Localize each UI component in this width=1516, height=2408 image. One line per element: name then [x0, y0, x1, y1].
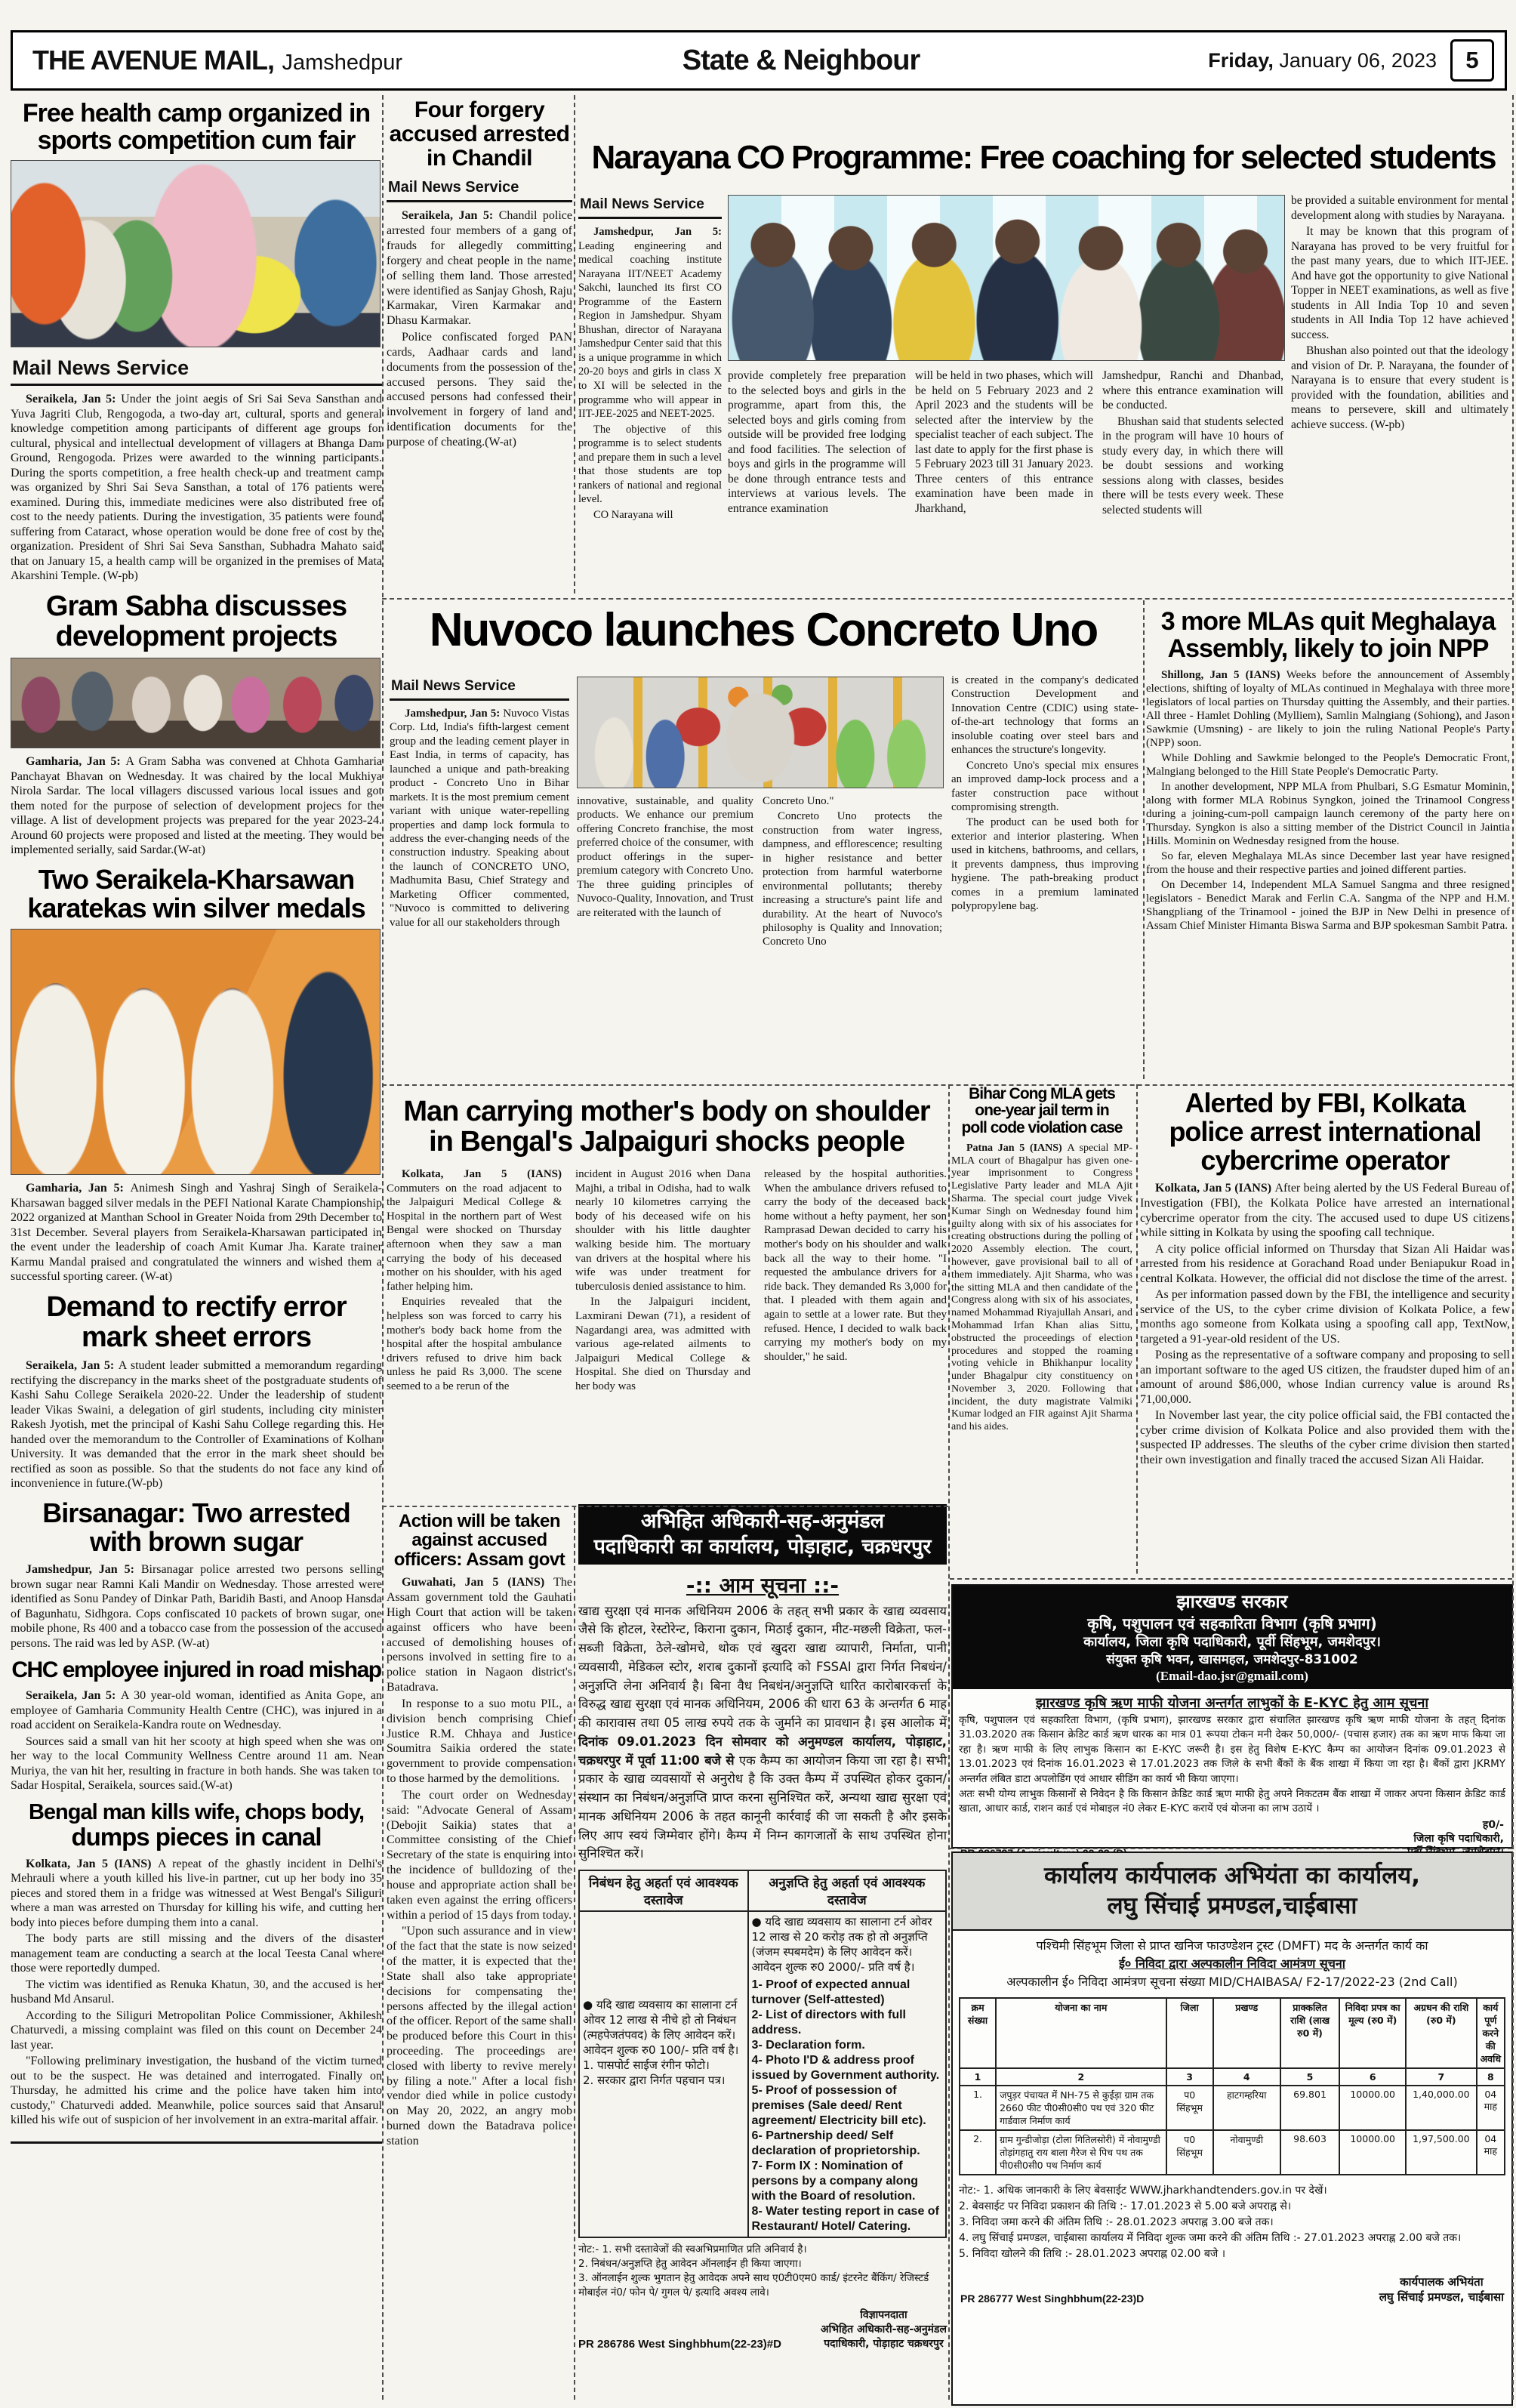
irrigation-note: 2. बेवसाईट पर निविदा प्रकाशन की तिथि :- 17.01.2023 से 5.00 बजे अपराह्न से। — [959, 2200, 1292, 2212]
article-paragraph: Kolkata, Jan 5 (IANS)Commuters on the road adjacent to the Jalpaiguri Medical College & Hospital in the northern part of West Bengal were shocked on Thursday afternoon when they saw a man carrying the body of his deceased mother on his shoulder, with his aged father helping him. — [387, 1168, 562, 1293]
article-paragraph: Jamshedpur, Ranchi and Dhanbad, where this entrance examination will be conducted. — [1102, 369, 1283, 412]
irrigation-ad-header: कार्यालय कार्यपालक अभियंता का कार्यालय, लघु सिंचाई प्रमण्डल,चाईबासा — [953, 1853, 1511, 1931]
irrigation-ad-sub — [953, 1937, 1511, 1991]
tender-colnum: 6 — [1339, 2068, 1406, 2086]
narayana-col5 — [1291, 193, 1508, 592]
tender-colnum: 4 — [1213, 2068, 1280, 2086]
tender-table — [959, 1997, 1505, 2175]
column-rule — [574, 1506, 575, 2400]
narayana-col4 — [1102, 368, 1283, 592]
article-paragraph: In November last year, the city police official said, the FBI contacted the cyber crime division of Kolkata Police and also provided them with the suspected IP addresses. The sleuths of the cyber crime division then started their own investigation and finally traced the accused Sizan Ali Haidar. — [1140, 1409, 1510, 1466]
tender-cell: 2. — [960, 2130, 996, 2175]
food-safety-notice — [578, 1504, 947, 2404]
agri-ad-title: झारखण्ड कृषि ऋण माफी योजना अन्तर्गत लाभुकों के E-KYC हेतु आम सूचना — [1035, 1694, 1429, 1711]
notice-title: -:: आम सूचना ::- — [686, 1572, 840, 1598]
dateline: Jamshedpur, Jan 5: — [405, 708, 501, 720]
notice-body — [578, 1602, 947, 1864]
headline-chc: CHC employee injured in road mishap — [11, 1657, 381, 1683]
dateline: Kolkata, Jan 5 (IANS) — [26, 1857, 152, 1870]
health-camp-photo — [11, 160, 381, 347]
article-paragraph: Bhushan also pointed out that the ideology and vision of Dr. P. Narayana, the founder of Narayana is to ensure that every student is provided with the foundation, abilities and means to persevere, skill and ultimately achieve success. (W-pb) — [1291, 344, 1508, 431]
section-rule — [382, 1084, 1512, 1086]
dateline: Gamharia, Jan 5: — [26, 1182, 124, 1195]
article-marksheet-body — [11, 1358, 382, 1491]
article-assam — [387, 1509, 572, 2400]
gram-sabha-photo — [11, 658, 381, 748]
article-paragraph: released by the hospital authorities. When the ambulance drivers refused to carry the body of the deceased back home without a hefty payment, her son Ramprasad Dewan decided to carry his mother's body on his shoulder and walk back all the way to their home. "I requested the ambulance drivers for a ride back. They demanded Rs 3,000 for that. I pleaded with them again and again to settle at a lower rate. But they refused. Hence, I decided to walk back carrying my mother's body on my shoulder," he said. — [764, 1168, 947, 1363]
tender-cell: 98.603 — [1280, 2130, 1339, 2175]
section-rule — [382, 1506, 948, 1507]
irrigation-sign: कार्यपालक अभियंता — [1400, 2274, 1484, 2289]
dateline: Seraikela, Jan 5: — [26, 1689, 116, 1703]
column-rule — [574, 95, 575, 594]
notice-right-item: 2- List of directors with full address. — [751, 2009, 906, 2036]
article-paragraph: On December 14, Independent MLA Samuel Sangma and three resigned legislators - Benedict Marak and Ferlin C.A. Sangma of the NPP and H.M. Shangpliang of the Trinamool - joined the BJP in New Delhi in presence of Assam Chief Minister Himanta Biswa Sarma and BJP spokesman Sambit Patra. — [1146, 879, 1510, 933]
article-paragraph: The product can be used both for exterior and interior plastering. When used in kitchens, bathrooms, and cellars, it prevents dampness, thus improving hygiene. The path-breaking product comes in a premium laminated polypropylene bag. — [951, 816, 1139, 912]
column-rule — [382, 95, 384, 2400]
article-paragraph: Police confiscated forged PAN cards, Aadhaar cards and land documents from the possession of the accused persons. They said the accused persons had confessed their involvement in forgery of land and identification documents for the purpose of cheating.(W-at) — [387, 331, 572, 449]
headline-brown-sugar: Birsanagar: Two arrested with brown sugar — [42, 1497, 350, 1558]
column-end-rule — [11, 2141, 382, 2144]
column-rule — [948, 1084, 950, 2400]
tender-cell: 04 माह — [1477, 2130, 1505, 2175]
agri-ad-sign: जिला कृषि पदाधिकारी, — [1413, 1832, 1504, 1845]
dateline: Kolkata, Jan 5 (IANS) — [1155, 1182, 1272, 1195]
tender-colnum: 2 — [996, 2068, 1166, 2086]
headline-bihar: Bihar Cong MLA gets one-year jail term in poll code violation case — [961, 1085, 1123, 1136]
article-paragraph: "Upon such assurance and in view of the fact that the state is now seized of the matter, it is expected that the State shall also take appropriate decisions for compensating the persons affected by the illegal action of the officer. Report of the same shall be produced before this Court in this proceeding. The proceedings are closed with liberty to revive merely by filing a note." After a local fish vendor died while in police custody on May 20, 2022, an angry mob burned down the Batadrava police station — [387, 1925, 572, 2147]
article-paragraph: The court order on Wednesday said: "Advocate General of Assam (Debojit Saikia) states that a Committee consisting of the Chief Secretary of the state is enquiring into the incidence of bulldozing of the house and appropriate action shall be taken even against the erring officers within a period of 15 days from today. — [387, 1788, 572, 1922]
notice-table — [578, 1870, 947, 2238]
article-paragraph: Shillong, Jan 5 (IANS) Weeks before the announcement of Assembly elections, shifting of loyalty of MLAs continued in Meghalaya with three more legislators of local parties on Thursday quitting the Assembly, and their parties. All three - Hamlet Dohling (Mylliem), Samlin Malngiang (Sohiong), and Jason Sawkmie (Umsning) - are likely to join the ruling National People's Party (NPP) soon. — [1146, 669, 1510, 750]
article-karate-body — [11, 1181, 382, 1284]
article-paragraph: Guwahati, Jan 5 (IANS) The Assam government told the Gauhati High Court that action will be taken against officers who have been accused of demolishing houses of persons involved in setting fire to a police station in Nagaon district's Batadrava. — [387, 1576, 573, 1694]
article-paragraph: As per information passed down by the FBI, the intelligence and security service of the US, to the cyber crime division of Kolkata Police, a few months ago someone from Kolkata using a spoofing call app, TextNow, targeted a 91-year-old resident of the US. — [1140, 1288, 1510, 1346]
section-rule — [382, 598, 1512, 600]
irrigation-sign: लघु सिंचाई प्रमण्डल, चाईबासा — [1379, 2289, 1504, 2304]
tender-cell: 1,40,000.00 — [1406, 2086, 1476, 2130]
notice-cell-right — [748, 1911, 946, 2237]
notice-right-bullet: ● यदि खाद्य व्यवसाय का सालाना टर्न ओवर 12 लाख से 20 करोड़ तक हो तो अनुज्ञप्ति (जंजम स्पबमदेम) के लिए आवेदन करें। आवेदन शुल्क रु0 2000/- प्रति वर्ष है। — [751, 1915, 932, 1974]
article-assam-body — [387, 1575, 572, 2148]
masthead-title — [13, 45, 455, 76]
tender-th: क्रम संख्या — [960, 1998, 996, 2068]
article-paragraph: Jamshedpur, Jan 5: Nuvoco Vistas Corp. Ltd, India's fifth-largest cement group and the leading cement player in East India, in terms of capacity, has launched a unique and path-breaking product - Concreto Uno in Bihar markets. It is the most premium cement variant with unique water-repelling properties and damp lock formula to address the ever-changing needs of the construction industry. Speaking about the launch of CONCRETO UNO, Madhumita Basu, Chief Strategy and Marketing Officer commented, "Nuvoco is committed to delivering value for all our stakeholders through — [390, 708, 569, 929]
notice-right-item: 6- Partnership deed/ Self declaration of proprietorship. — [751, 2129, 920, 2157]
agri-ad-paragraph: कृषि, पशुपालन एवं सहकारिता विभाग, (कृषि प्रभाग), झारखण्ड सरकार द्वारा संचालित झारखण्ड कृषि ऋण माफी योजना के तहत् दिनांक 31.03.2020 तक किसान क्रेडिट कार्ड ऋण धारक का मात्र 01 रूपया टोकन मनी देकर 50,000/- (पचास हजार) तक का ऋण माफ किया जा रहा है। ऋण माफी के लिए लाभुक किसान का E-KYC जरूरी है। इस हेतु विशेष E-KYC कैम्प का आयोजन दिनांक 09.01.2023 से 13.01.2023 एवं दिनांक 16.01.2023 से 17.01.2023 तक जिले के सभी बैंकों के बैंक शाखा में किया जा रहा है। बैंकों द्वारा JKRMY अन्तर्गत लंबित डाटा अपलोडिंग एवं आधार सीडिंग का कार्य भी किया जाएगा। — [959, 1713, 1505, 1786]
article-nuvoco — [387, 604, 1140, 1083]
article-paragraph: Patna Jan 5 (IANS) A special MP-MLA court of Bhagalpur has given one-year imprisonment to Congress Legislative Party leader and MLA Ajit Sharma. The special court judge Vivek Kumar Singh on Wednesday found him guilty along with six of his associates for creating obstructions during the polling of 2020 Assembly election. The court, however, gave provisional bail to all of them immediately. Ajit Sharma, who was the sitting MLA and then candidate of the Congress along with six of his associates, named Mohammad Riyajullah Ansari, and Mohammad Irfan Khan alias Sittu, obstructed the proceedings of election procedures and stopped the roaming voting vehicle in Bhikhanpur locality under Bhagalpur city constituency on November 3, 2020. Following that incident, the duty magistrate Valmiki Kumar lodged an FIR against Ajit Sharma and his aides. — [951, 1142, 1132, 1433]
tender-cell: 04 माह — [1477, 2086, 1505, 2130]
nuvoco-col4 — [951, 674, 1139, 1081]
column-rule — [1143, 600, 1145, 1079]
article-bihar-body — [951, 1142, 1132, 1434]
article-paragraph: Concreto Uno's special mix ensures an improved damp-lock process and a faster construction pace without compromising strength. — [951, 759, 1139, 813]
article-bihar — [951, 1081, 1132, 1578]
article-paragraph: incident in August 2016 when Dana Majhi, a tribal in Odisha, had to walk nearly 10 kilometres carrying the body of his deceased wife on his shoulder with his little daughter walking beside him. The mortuary van drivers at the hospital where his wife was under treatment for tuberculosis denied assistance to him. — [575, 1168, 750, 1293]
article-brownsugar-body — [11, 1562, 382, 1651]
page-number: 5 — [1450, 39, 1494, 82]
karate-photo — [11, 929, 381, 1175]
paper-city: Jamshedpur — [282, 51, 403, 75]
irrigation-sub-line: ई० निविदा द्वारा अल्पकालीन निविदा आमंत्रण सूचना — [1119, 1956, 1345, 1971]
dateline: Jamshedpur, Jan 5: — [593, 226, 722, 238]
dateline: Seraikela, Jan 5: — [26, 1359, 115, 1373]
tender-th: प्राक्कलित राशि (लाख रु0 में) — [1280, 1998, 1339, 2068]
issue-date-rest: January 06, 2023 — [1273, 48, 1437, 72]
article-paragraph: Seraikela, Jan 5: Under the joint aegis of Sri Sai Seva Sansthan and Yuva Jagriti Club, Rengogoda, a two-day art, cultural, sports and general knowledge competition among participants of different age groups for cultural, physical and intellectual development of villagers at Bhanga Dam Ground, Rengogoda. Prizes were awarded to the winning participants. During the sports competition, a free health check-up and treatment camp was organized by Shri Sai Seva Sansthan, a total of 176 patients were examined. During this, immediate medicines were also distributed free of cost to the needy patients. During the investigation, 35 patients were found suffering from Cataract, whose operation would be done free of cost by the organization. President of Shri Sai Seva Sansthan, Subhadra Mahato said that on January 15, a health camp will be organized in the premises of Mata Akarshini Temple. (W-pb) — [11, 393, 383, 583]
headline-nuvoco: Nuvoco launches Concreto Uno — [429, 604, 1098, 656]
article-paragraph: Bhushan said that students selected in the program will have 10 hours of study every day, in which there will be doubt sessions and working sessions along with classes, besides there will be tests every week. These selected students will — [1102, 415, 1283, 516]
notice-note: 2. निबंधन/अनुज्ञप्ति हेतु आवेदन ऑनलाईन ही किया जाएगा। — [578, 2257, 802, 2270]
headline-meghalaya: 3 more MLAs quit Meghalaya Assembly, likely to join NPP — [1160, 607, 1496, 664]
tender-colnum: 5 — [1280, 2068, 1339, 2086]
dateline: Kolkata, Jan 5 (IANS) — [402, 1168, 562, 1180]
article-paragraph: In another development, NPP MLA from Phulbari, S.G Esmatur Mominin, along with former MLA Robinus Syngkon, joined the Trinamool Congress during a joining-cum-poll campaign launch ceremony of the party here on Thursday. Syngkon is also a sitting member of the District Council in Jaintia Hills. Mominin on Wednesday resigned from the house. — [1146, 781, 1510, 848]
headline-marksheet: Demand to rectify error mark sheet errors — [46, 1290, 347, 1354]
agri-ad — [951, 1584, 1513, 1848]
article-paragraph: Kolkata, Jan 5 (IANS) A repeat of the ghastly incident in Delhi's Mehrauli where a youth killed his live-in partner, cut up her body ino 35 pieces and stored them in a fridge was witnessed at West Bengal's Siliguri where a man was arrested on Thursday for killing his wife, and cutting her body into pieces before dumping them into a canal. — [11, 1857, 383, 1929]
issue-date — [1208, 49, 1437, 72]
notice-right-item: 5- Proof of possession of premises (Sale deed/ Rent agreement/ Electricity bill etc). — [751, 2084, 926, 2127]
article-paragraph: Gamharia, Jan 5: A Gram Sabha was convened at Chhota Gamharia Panchayat Bhavan on Wednesday. It was chaired by the local Mukhiya Nirola Sardar. The local villagers discussed various local issues and got them noted for the purpose of selection of development projecs for the village. A list of development projects was prepared for the year 2023-24. Around 60 projects were proposed and listed at the meeting. They would be implemented serially, said Sardar.(W-at) — [11, 755, 383, 857]
article-paragraph: Concreto Uno." — [763, 795, 834, 807]
article-paragraph: CO Narayana will — [593, 508, 673, 521]
notice-signer: अभिहित अधिकारी-सह-अनुमंडल — [820, 2323, 947, 2336]
dateline: Jamshedpur, Jan 5: — [26, 1563, 134, 1577]
article-paragraph: So far, eleven Meghalaya MLAs since December last year have resigned from the house and their respective parties and joined different parties. — [1146, 850, 1510, 877]
headline-narayana: Narayana CO Programme: Free coaching for selected students — [591, 139, 1496, 176]
article-chc-body — [11, 1688, 382, 1793]
notice-notes — [578, 2243, 947, 2300]
article-paragraph: It may be known that this program of Narayana has proved to be very fruitful for the past many years, due to which IIT-JEE. And have got the opportunity to give National Topper in NEET examinations, as well as five students in All India Top 10 and seven students in All India Top 12 have achieved success. — [1291, 225, 1508, 341]
tender-cell: नोवामुण्डी — [1213, 2130, 1280, 2175]
headline-forgery: Four forgery accused arrested in Chandil — [389, 97, 570, 171]
notice-body-pre: खाद्य सुरक्षा एवं मानक अधिनियम 2006 के तहत् सभी प्रकार के खाद्य व्यवसाय जैसे कि होटल, रेस्टोरेन्ट, किराना दुकान, मिठाई दुकान, मीट-मछली विक्रेता, फल-सब्जी विक्रेता, ठेले-खोमचे, थोक एवं खुदरा खाद्य व्यापारी, निर्माता, पानी व्यवसायी, मेडिकल स्टोर, शराब दुकानों इत्यादि को FSSAI द्वारा निर्गत निबधंन/अनुज्ञप्ति लेना अनिवार्य है। बिना वैध निबधंन/अनुज्ञप्ति धारित कारोबारकर्त्ता के विरुद्ध खाद्य सुरक्षा एवं मानक अधिनियम, 2006 की धारा 63 के अन्तर्गत 6 माह की कारावास तथा 05 लाख रुपये तक के जुर्माने का प्रावधान है। इस आलोक में — [578, 1603, 947, 1730]
masthead — [11, 30, 1507, 91]
notice-note: नोट:- 1. सभी दस्तावेजों की स्वअभिप्रमाणित प्रति अनिवार्य है। — [578, 2243, 807, 2255]
dateline: Seraikela, Jan 5: — [26, 393, 116, 406]
tender-row — [960, 2086, 1505, 2130]
tender-cell: ग्राम गुन्डीजोड़ा (टोला गितिलसोरी) में नोवामुण्डी तोड़ांगहातु राय बाला गैरेज से पिच पथ तक पी0सी0सी0 पथ निर्माण कार्य — [996, 2130, 1166, 2175]
article-paragraph: Sources said a small van hit her scooty at high speed when she was on her way to the local Community Wellness Centre around 11 am. Near Muriya, the van hit her, resulting in fracture in both hands. She was taken to Sadar Hospital, Seraikela, sources said.(W-at) — [11, 1734, 382, 1793]
article-paragraph: Concreto Uno protects the construction from water ingress, dampness, and efflorescence; resulting in higher resistance and better protection from harmful waterborne environmental pollutants; thereby increasing a structure's paint life and durability. At the heart of Nuvoco's philosophy is Quality and Innovation; Concreto Uno — [763, 810, 942, 948]
headline-health-camp: Free health camp organized in sports competition cum fair — [22, 99, 371, 156]
agri-ad-sign: ह0/- — [1482, 1818, 1504, 1831]
article-paragraph: "Following preliminary investigation, the husband of the victim turned out to be the suspect. He was detained and interrogated. Finally on Thursday, he admitted his crime and the police have taken him into custody," Chaturvedi added. Meanwhile, police sources said that Ansarul killed his wife out of suspicion of her involvement in an extra-marital affair. — [11, 2055, 382, 2127]
notice-th-right: अनुज्ञप्ति हेतु अहर्ता एवं आवश्यक दस्तावेज — [748, 1870, 946, 1911]
article-paragraph: Seraikela, Jan 5: A student leader submitted a memorandum regarding rectifying the discrepancy in the marks sheet of the postgraduate students of Kashi Sahu College Seraikela 2020-22. Under the leadership of student leader Vikas Swaini, a delegation of girl students, including city minister Rakesh Jyotish, met the principal of Kashi Sahu College regarding this. He handed over the memorandum to the Controller of Examinations of Kolhan University. It was demanded that the error in the mark sheet should be rectified as soon as possible. So that the students do not face any kind of inconvenience in future.(W-pb) — [11, 1359, 383, 1491]
article-bengal-body — [11, 1857, 382, 2128]
irrigation-note: 3. निविदा जमा करने की अंतिम तिथि :- 28.01.2023 अपराह्न 3.00 बजे तक। — [959, 2215, 1274, 2228]
nuvoco-col1 — [390, 707, 569, 930]
article-meghalaya — [1146, 600, 1510, 1079]
column-rule — [1136, 1084, 1138, 1574]
irrigation-notes — [959, 2183, 1505, 2262]
article-paragraph: Gamharia, Jan 5: Animesh Singh and Yashraj Singh of Seraikela-Kharsawan bagged silver medals in the PEFI National Karate Championship 2022 organized at Manthan School in Greater Noida from 29th December to 31st December. Several players from Seraikela-Kharsawan participated in the event under the leadership of coach Amit Kumar Jha. Karate trainer Karmu Mandal praised and congratulated the winners and wished them a successful sporting career. (W-at) — [11, 1182, 383, 1284]
byline-narayana: Mail News Service — [578, 193, 722, 219]
narayana-col2 — [728, 368, 906, 592]
notice-th-left: निबंधन हेतु अहर्ता एवं आवश्यक दस्तावेज — [579, 1870, 748, 1911]
article-paragraph: The body parts are still missing and the divers of the disaster management team are conducting a search at the local Teesta Canal where those were reportedly dumped. — [11, 1932, 382, 1975]
tender-colnum: 3 — [1166, 2068, 1213, 2086]
article-paragraph: In response to a suo motu PIL, a division bench comprising Chief Justice R.M. Chhaya and Justice Soumitra Saikia ordered the state government to provide compensation to those harmed by the demolitions. — [387, 1697, 572, 1786]
nuvoco-photo — [577, 677, 944, 788]
tender-colnum: 7 — [1406, 2068, 1476, 2086]
jalpaiguri-col2 — [575, 1167, 750, 1497]
headline-fbi: Alerted by FBI, Kolkata police arrest international cybercrime operator — [1169, 1087, 1481, 1176]
notice-right-item: 8- Water testing report in case of Restaurant/ Hotel/ Catering. — [751, 2205, 939, 2233]
dateline: Gamharia, Jan 5: — [26, 755, 121, 769]
irrigation-note: 5. निविदा खोलने की तिथि :- 28.01.2023 अपराह्न 02.00 बजे । — [959, 2247, 1226, 2260]
dateline: Shillong, Jan 5 (IANS) — [1161, 669, 1280, 682]
notice-right-item: 7- Form IX : Nomination of persons by a company along with the Board of resolution. — [751, 2160, 919, 2203]
article-forgery — [387, 95, 572, 583]
notice-right-item: 4- Photo I'D & address proof issued by Government authority. — [751, 2054, 940, 2082]
nuvoco-col2 — [577, 794, 753, 1081]
tender-row — [960, 2130, 1505, 2175]
dateline: Patna Jan 5 (IANS) — [966, 1142, 1062, 1154]
article-jalpaiguri — [387, 1089, 947, 1501]
notice-header: अभिहित अधिकारी-सह-अनुमंडल पदाधिकारी का कार्यालय, पोड़ाहाट, चक्रधरपुर — [578, 1504, 947, 1565]
section-rule — [950, 1848, 1512, 1849]
article-paragraph: In the Jalpaiguri incident, Laxmirani Dewan (71), a resident of Nagardangi area, was admitted with various age-related ailments to Jalpaiguri Medical College & Hospital. She died on Thursday and her body was — [575, 1296, 750, 1392]
left-column — [11, 92, 382, 2400]
narayana-col3 — [915, 368, 1093, 592]
tender-th: प्रखण्ड — [1213, 1998, 1280, 2068]
notice-pr: PR 286786 West Singhbhum(22-23)#D — [578, 2337, 781, 2351]
notice-right-item: 3- Declaration form. — [751, 2039, 865, 2052]
article-health-body — [11, 392, 382, 584]
byline-health: Mail News Service — [11, 353, 382, 386]
notice-body-bold: दिनांक 09.01.2023 दिन सोमवार को अनुमण्डल कार्यालय, पोड़ाहाट, चक्रधरपुर में पूर्वा 11:00 बजे से — [578, 1734, 947, 1768]
tender-th: कार्य पूर्ण करने की अवधि — [1477, 1998, 1505, 2068]
notice-right-item: 1- Proof of expected annual turnover (Self-attested) — [751, 1978, 911, 2006]
article-paragraph: provide completely free preparation to the selected boys and girls in the programme, apart from this, the selected boys and girls coming from outside will be provided free lodging and food facilities. The selection of boys and girls in the programme will be done through entrance tests and interviews at various levels. The entrance examination — [728, 369, 906, 515]
tender-cell: 1,97,500.00 — [1406, 2130, 1476, 2175]
tender-cell: 69.801 — [1280, 2086, 1339, 2130]
tender-th: योजना का नाम — [996, 1998, 1166, 2068]
tender-cell: 1. — [960, 2086, 996, 2130]
article-paragraph: Seraikela, Jan 5: Chandil police arrested four members of a gang of frauds for allegedly committing forgery and cheat people in the name of selling them land. Those arrested were identified as Sanjay Ghosh, Raju Karmakar, Viren Karmakar and Dhasu Karmakar. — [387, 209, 573, 328]
irrigation-ad — [951, 1851, 1513, 2406]
tender-th: निविदा प्रपत्र का मूल्य (रु0 में) — [1339, 1998, 1406, 2068]
paper-name: THE AVENUE MAIL, — [32, 45, 275, 76]
notice-signer: पदाधिकारी, पोड़ाहाट चक्रधरपुर — [824, 2337, 944, 2350]
article-narayana — [578, 140, 1508, 595]
narayana-col1 — [578, 225, 722, 522]
article-paragraph: Kolkata, Jan 5 (IANS) After being alerted by the US Federal Bureau of Investigation (FBI), the Kolkata Police have arrested an international cybercrime operator from the city. The accused used to dupe US citizens while sitting in Kolkata by using the spoofing call technique. — [1140, 1182, 1511, 1240]
headline-karate: Two Seraikela-Kharsawan karatekas win silver medals — [27, 863, 365, 924]
notice-cell-left — [579, 1911, 748, 2237]
agri-ad-header: झारखण्ड सरकार कृषि, पशुपालन एवं सहकारिता विभाग (कृषि प्रभाग) कार्यालय, जिला कृषि पदाधिकारी, पूर्वी सिंहभूम, जमशेदपुर। संयुक्त कृषि भवन, खासमहल, जमशेदपुर-831002 (Email-dao.jsr@gmail.com) — [953, 1586, 1511, 1689]
section-title: State & Neighbour — [682, 44, 920, 76]
tender-colnum: 8 — [1477, 2068, 1505, 2086]
article-paragraph: While Dohling and Sawkmie belonged to the People's Democratic Front, Malngiang belonged to the Hill State People's Democratic Party. — [1146, 752, 1510, 779]
tender-cell: 10000.00 — [1339, 2086, 1406, 2130]
article-paragraph: According to the Siliguri Metropolitan Police Commissioner, Akhilesh Chaturvedi, a missing complaint was filed on this count on December 24 last year. — [11, 2009, 382, 2052]
article-paragraph: is created in the company's dedicated Construction Development and Innovation Centre (CDIC) using state-of-the-art technology that forms an insoluble coating over steel bars and enhances the structure's longevity. — [951, 674, 1139, 757]
article-paragraph: Jamshedpur, Jan 5:Leading engineering and medical coaching institute Narayana IIT/NEET Academy Sakchi, launched its first CO Programme of the Eastern Region in Jamshedpur. Shyam Bhushan, director of Narayana Jamshedpur Center said that this is a unique programme in which 20-20 boys and girls in class X to XI will be selected in the programme who will appear in IIT-JEE-2025 and NEET-2025. — [578, 226, 722, 421]
issue-date-day: Friday, — [1208, 48, 1274, 72]
tender-th: जिला — [1166, 1998, 1213, 2068]
article-paragraph: be provided a suitable environment for mental development along with studies by Narayana. — [1291, 194, 1508, 222]
article-paragraph: The victim was identified as Renuka Khatun, 30, and the accused is her husband Md Ansarul. — [11, 1978, 382, 2006]
tender-th: अग्रधन की राशि (रु0 में) — [1406, 1998, 1476, 2068]
article-fbi-body — [1140, 1181, 1510, 1467]
article-paragraph: A city police official informed on Thursday that Sizan Ali Haidar was arrested from his residence at Gorachand Road under Beniapukur Road in central Kolkata. However, the official did not disclose the time of the arrest. — [1140, 1242, 1510, 1285]
irrigation-pr: PR 286777 West Singhbhum(22-23)D — [960, 2292, 1145, 2305]
byline-nuvoco: Mail News Service — [390, 675, 569, 701]
tender-cell: प0 सिंहभूम — [1166, 2130, 1213, 2175]
article-paragraph: Jamshedpur, Jan 5: Birsanagar police arrested two persons selling brown sugar near Ramni Kali Mandir on Wednesday. Those arrested were identified as Sonu Pandey of Dinkar Path, Baridih Basti, and Anoop Hansda of Bagunhatu, Sidhgora. Cops confiscated 10 packets of brown sugar, one mobile phone, Rs 400 and a tobacco case from the possession of the accused persons. The raid was led by ASP. (W-at) — [11, 1563, 383, 1650]
article-paragraph: Seraikela, Jan 5: A 30 year-old woman, identified as Anita Gope, an employee of Gamharia Community Health Centre (CHC), was injured in a road accident on Seraikela-Kandra route on Wednesday. — [11, 1689, 383, 1732]
notice-left-item: 2. सरकार द्वारा निर्गत पहचान पत्र। — [583, 2073, 726, 2087]
article-paragraph: will be held in two phases, which will be held on 5 February 2023 and 2 April 2023 and the students will be selected after the interview by the specialist teacher of each subject. The last date to apply for the first phase is 5 February 2023 till 31 January 2023. Three centers of this entrance examination have been made in Jharkhand, — [915, 369, 1093, 515]
tender-cell: जपुड़र पंचायत में NH-75 से कुईड़ा ग्राम तक 2660 फीट पी0सी0सी0 पथ एवं 320 फीट गार्डवाल निर्माण कार्य — [996, 2086, 1166, 2130]
agri-ad-paragraph: अतः सभी योग्य लाभुक किसानों से निवेदन है कि किसान क्रेडिट कार्ड ऋण माफी हेतु अपने निकटतम बैंक शाखा में जाकर अपना किसान क्रेडिट कार्ड खाता, आधार कार्ड, राशन कार्ड एवं मोबाइल नं0 लेकर E-KYC करायें एवं योजना का लाभ उठायें । — [959, 1787, 1505, 1815]
jalpaiguri-col3 — [764, 1167, 947, 1497]
tender-colnum: 1 — [960, 2068, 996, 2086]
article-paragraph: Enquiries revealed that the helpless son was forced to carry his mother's body back home from the hospital after the hospital ambulance drivers refused to drive him back unless he paid Rs 3,000. The scene seemed to a be rerun of the — [387, 1296, 562, 1392]
notice-left-item: ● यदि खाद्य व्यवसाय का सालाना टर्न ओवर 12 लाख से नीचे हो तो निबंधन (त्महपेजतंपवद) के लिए आवेदन करें। आवेदन शुल्क रु0 100/- प्रति वर्ष है। — [583, 1998, 739, 2057]
notice-body-post: एक कैम्प का आयोजन किया जा रहा है। सभी प्रकार के खाद्य व्यवसायों से अनुरोध है कि उक्त कैम्प में उपस्थित होकर दुकान/संस्थान का निबंधन/अनुज्ञप्ति प्राप्त करना सुनिश्चित करें, अन्यथा खाद्य सुरक्षा एवं मानक अधिनियम 2006 के तहत कानूनी कार्रवाई की जा सकती है और इसके लिए आप स्वयं जिम्मेवार होंगे। कैम्प में निम्न कागजातों के साथ उपस्थित होना सुनिश्चित करें। — [578, 1753, 947, 1861]
dateline: Guwahati, Jan 5 (IANS) — [402, 1576, 545, 1589]
narayana-photo — [728, 195, 1285, 361]
irrigation-sub-line: पश्चिमी सिंहभूम जिला से प्राप्त खनिज फाउण्डेशन ट्रस्ट (DMFT) मद के अन्तर्गत कार्य का — [1036, 1938, 1428, 1953]
headline-assam: Action will be taken against accused officers: Assam govt — [393, 1511, 565, 1570]
article-forgery-body — [387, 208, 572, 449]
notice-note: 3. ऑनलाईन शुल्क भुगतान हेतु आवेदक अपने साथ ए0टी0एम0 कार्ड/ इंटरनेट बैंकिंग/ रेजिस्टर्ड मोबाईल नं0/ फोन पे/ गुगल पे/ इत्यादि अवश्य लावे। — [578, 2271, 929, 2299]
article-paragraph: Posing as the representative of a software company and proposing to sell an important software to the aged US citizen, the fraudster duped him of an amount of around $86,000, whose Indian currency value is around Rs 71,00,000. — [1140, 1349, 1510, 1406]
headline-gram-sabha: Gram Sabha discusses development projects — [45, 590, 347, 653]
tender-cell: प0 सिंहभूम — [1166, 2086, 1213, 2130]
article-paragraph: The objective of this programme is to select students and prepare them in such a level that those students are top rankers of national and regional level. — [578, 423, 722, 506]
headline-jalpaiguri: Man carrying mother's body on shoulder in Bengal's Jalpaiguri shocks people — [403, 1096, 930, 1158]
byline-forgery: Mail News Service — [387, 176, 572, 202]
article-gram-body — [11, 754, 382, 858]
tender-cell: हाटगम्हरिया — [1213, 2086, 1280, 2130]
headline-bengal-murder: Bengal man kills wife, chops body, dumps pieces in canal — [28, 1799, 365, 1851]
agri-ad-body — [953, 1713, 1511, 1817]
article-fbi — [1140, 1081, 1510, 1577]
article-paragraph: innovative, sustainable, and quality products. We enhance our premium offering Concreto franchise, the most preferred choice of the consumer, with product offerings in the super-premium category with Concreto Uno. The three guiding principles of Nuvoco-Quality, Innovation, and Trust are reiterated with the launch of — [577, 795, 753, 919]
dateline: Seraikela, Jan 5: — [402, 209, 494, 223]
irrigation-note: 4. लघु सिंचाई प्रमण्डल, चाईबासा कार्यालय में निविदा शुल्क जमा करने की अंतिम तिथि :- 27.01.2023 अपराह्न 2.00 बजे तक। — [959, 2231, 1462, 2244]
notice-advertiser-label: विज्ञापनदाता — [860, 2308, 907, 2321]
irrigation-sub-line: अल्पकालीन ई० निविदा आमंत्रण सूचना संख्या MID/CHAIBASA/ F2-17/2022-23 (2nd Call) — [1006, 1974, 1458, 1989]
section-rule — [950, 1578, 1512, 1580]
tender-cell: 10000.00 — [1339, 2130, 1406, 2175]
page-edge-rule — [1512, 95, 1514, 2400]
notice-left-item: 1. पासपोर्ट साईज रंगीन फोटो। — [583, 2058, 710, 2072]
irrigation-note: नोट:- 1. अधिक जानकारी के लिए बेवसाईट WWW.jharkhandtenders.gov.in पर देखें। — [959, 2184, 1327, 2197]
jalpaiguri-col1 — [387, 1167, 562, 1497]
nuvoco-col3 — [763, 794, 942, 1081]
article-meghalaya-body — [1146, 668, 1510, 933]
